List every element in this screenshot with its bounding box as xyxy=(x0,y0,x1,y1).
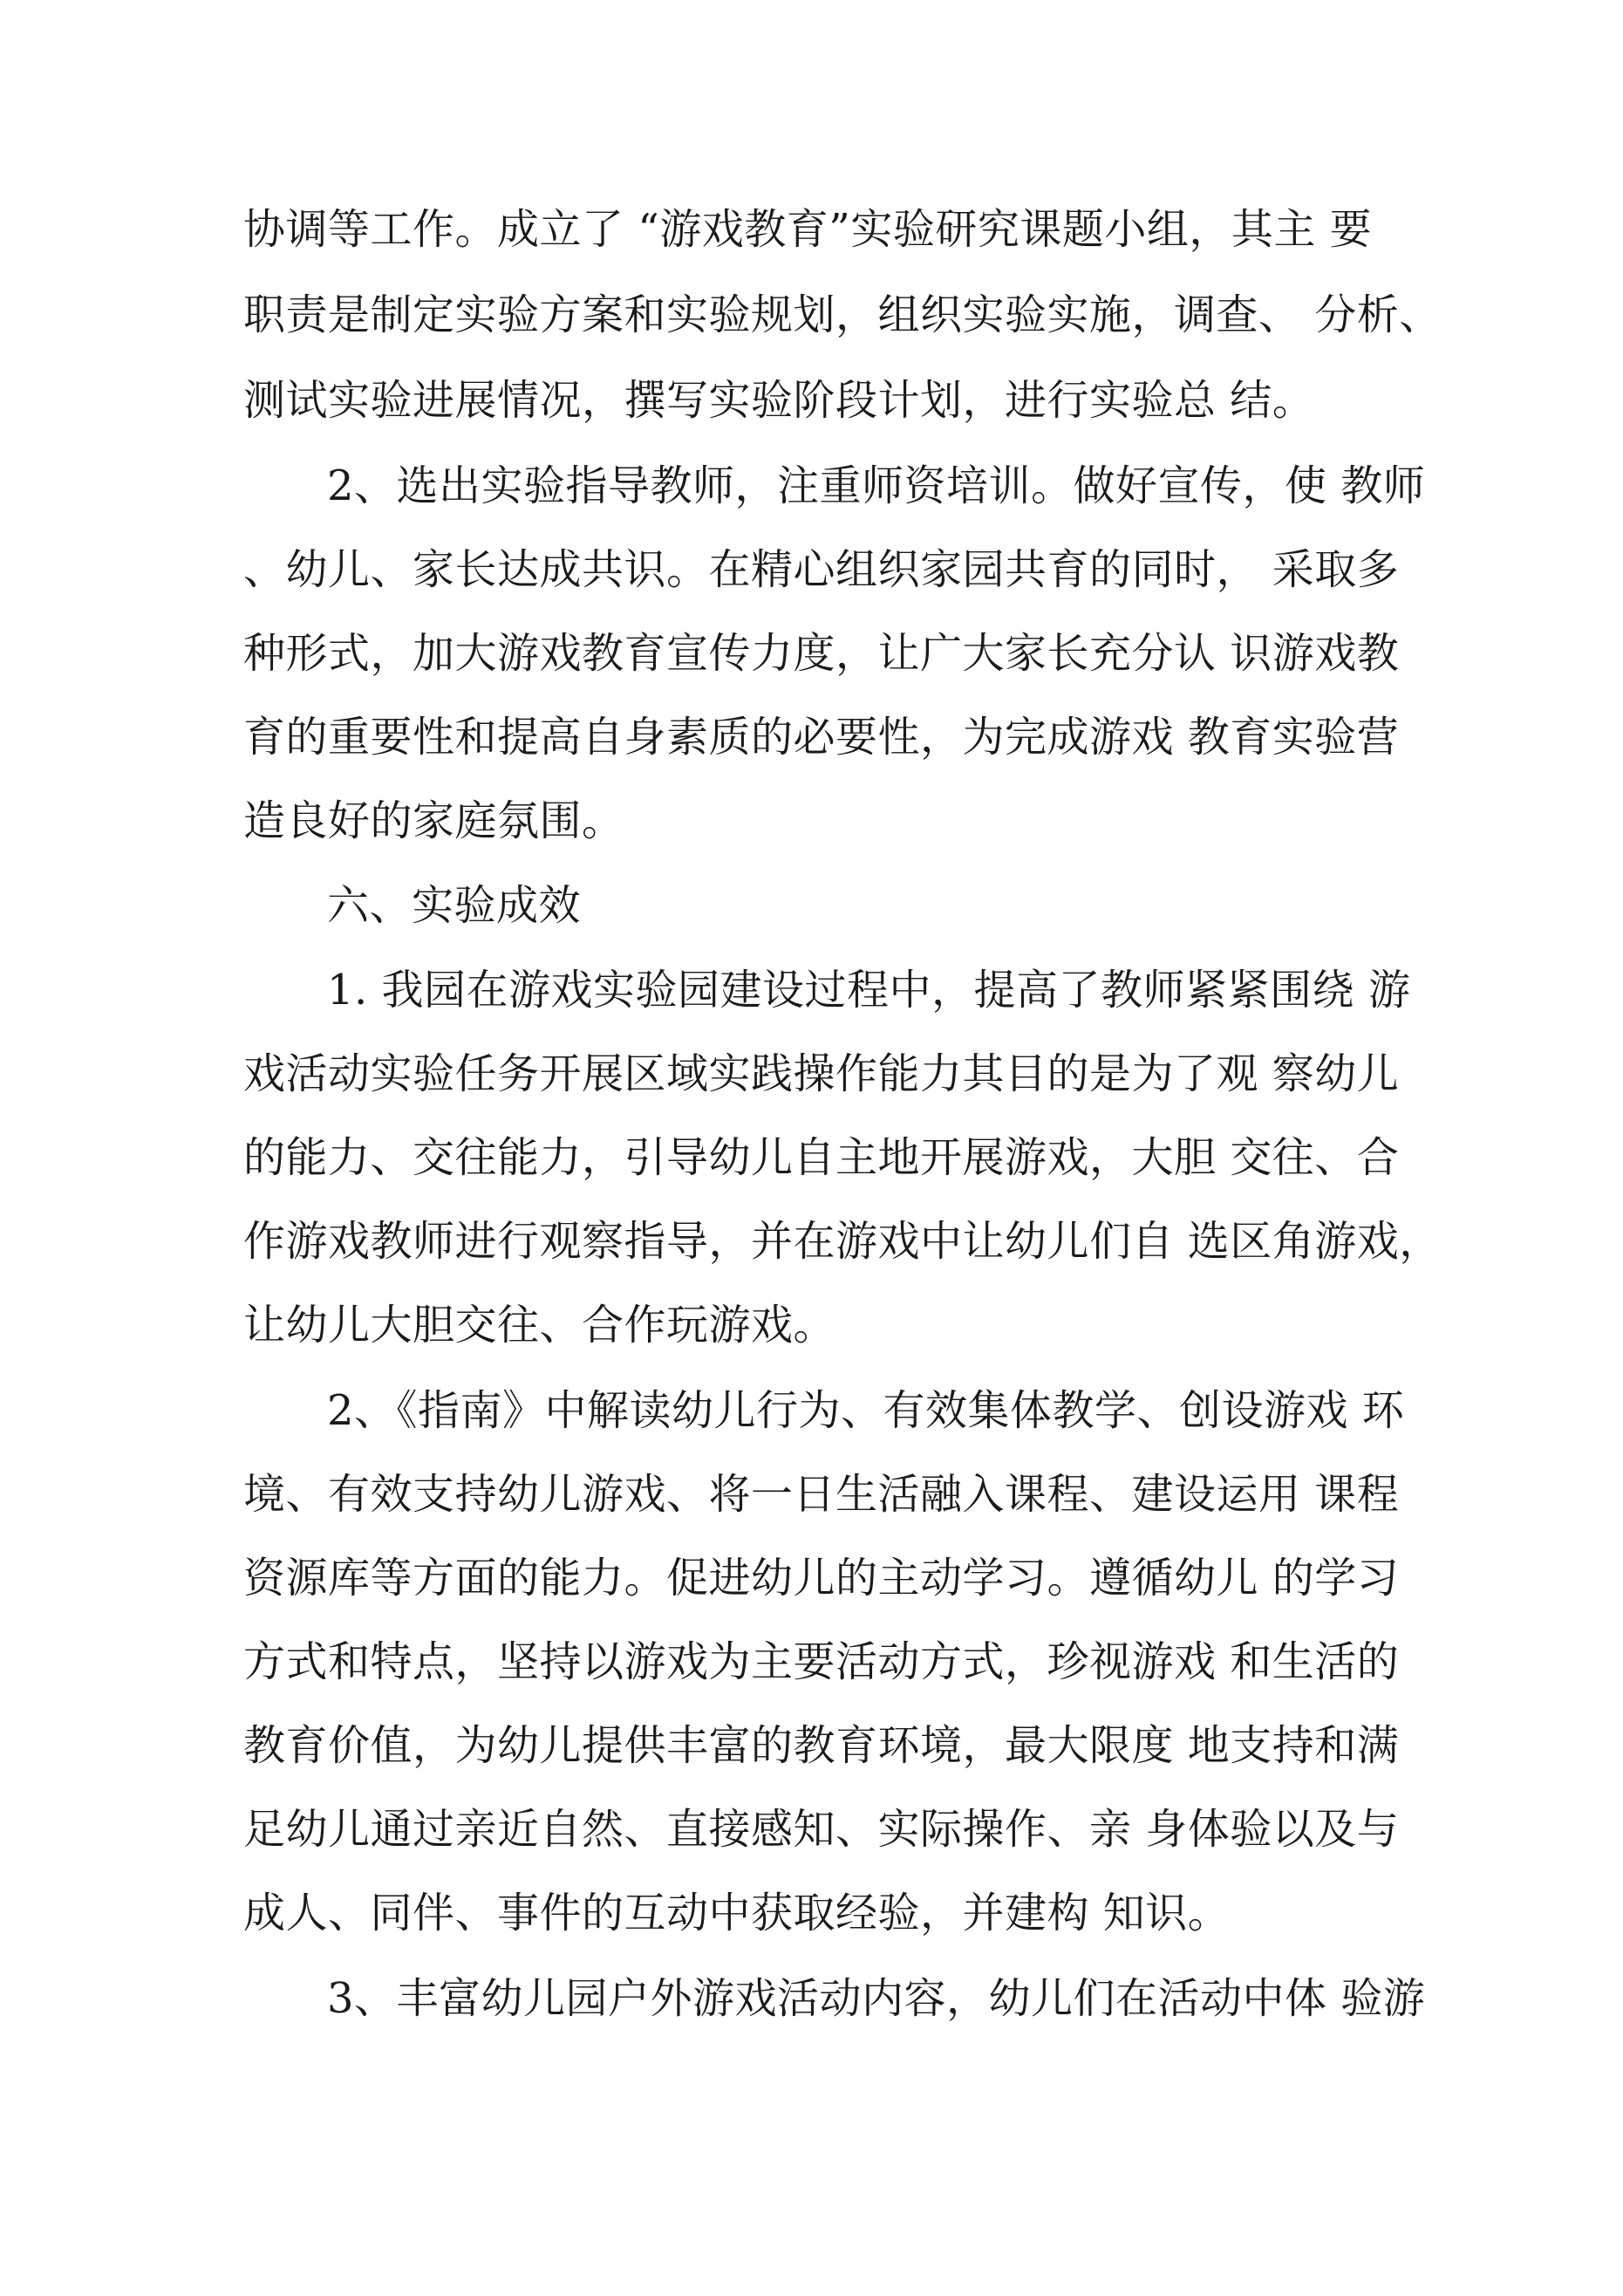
text-line-1: 协调等工作。成立了 “游戏教育”实验研究课题小组，其主 要 xyxy=(243,205,1373,254)
text-line-21: 成人、同伴、事件的互动中获取经验，并建构 知识。 xyxy=(243,1889,1231,1937)
text-line-17: 资源库等方面的能力。促进幼儿的主动学习。遵循幼儿 的学习 xyxy=(243,1554,1400,1602)
text-line-12: 的能力、交往能力，引导幼儿自主地开展游戏，大胆 交往、合 xyxy=(243,1133,1400,1182)
text-line-15: 2、《指南》中解读幼儿行为、有效集体教学、创设游戏 环 xyxy=(327,1386,1405,1435)
text-line-8: 造良好的家庭氛围。 xyxy=(243,796,624,845)
text-line-20: 足幼儿通过亲近自然、直接感知、实际操作、亲 身体验以及与 xyxy=(243,1805,1400,1854)
text-line-22: 3、丰富幼儿园户外游戏活动内容，幼儿们在活动中体 验游 xyxy=(327,1974,1426,2023)
text-line-13: 作游戏教师进行观察指导，并在游戏中让幼儿们自 选区角游戏， xyxy=(243,1217,1442,1266)
text-line-18: 方式和特点，坚持以游戏为主要活动方式，珍视游戏 和生活的 xyxy=(243,1637,1400,1686)
text-line-10: 1. 我园在游戏实验园建设过程中，提高了教师紧紧围绕 游 xyxy=(327,966,1411,1015)
text-line-6: 种形式，加大游戏教育宣传力度，让广大家长充分认 识游戏教 xyxy=(243,629,1400,678)
text-line-5: 、幼儿、家长达成共识。在精心组织家园共育的同时， 采取多 xyxy=(243,545,1400,594)
text-line-2: 职责是制定实验方案和实验规划，组织实验实施，调查、 分析、 xyxy=(243,290,1442,339)
text-line-14: 让幼儿大胆交往、合作玩游戏。 xyxy=(243,1301,836,1350)
text-line-11: 戏活动实验任务开展区域实践操作能力其目的是为了观 察幼儿 xyxy=(243,1049,1400,1098)
text-line-19: 教育价值，为幼儿提供丰富的教育环境，最大限度 地支持和满 xyxy=(243,1721,1400,1770)
text-line-16: 境、有效支持幼儿游戏、将一日生活融入课程、建设运用 课程 xyxy=(243,1470,1400,1519)
text-line-4: 2、选出实验指导教师，注重师资培训。做好宣传，使 教师 xyxy=(327,461,1426,510)
text-line-7: 育的重要性和提高自身素质的必要性，为完成游戏 教育实验营 xyxy=(243,713,1400,762)
text-line-3: 测试实验进展情况，撰写实验阶段计划，进行实验总 结。 xyxy=(243,376,1315,425)
section-heading: 六、实验成效 xyxy=(327,881,582,930)
